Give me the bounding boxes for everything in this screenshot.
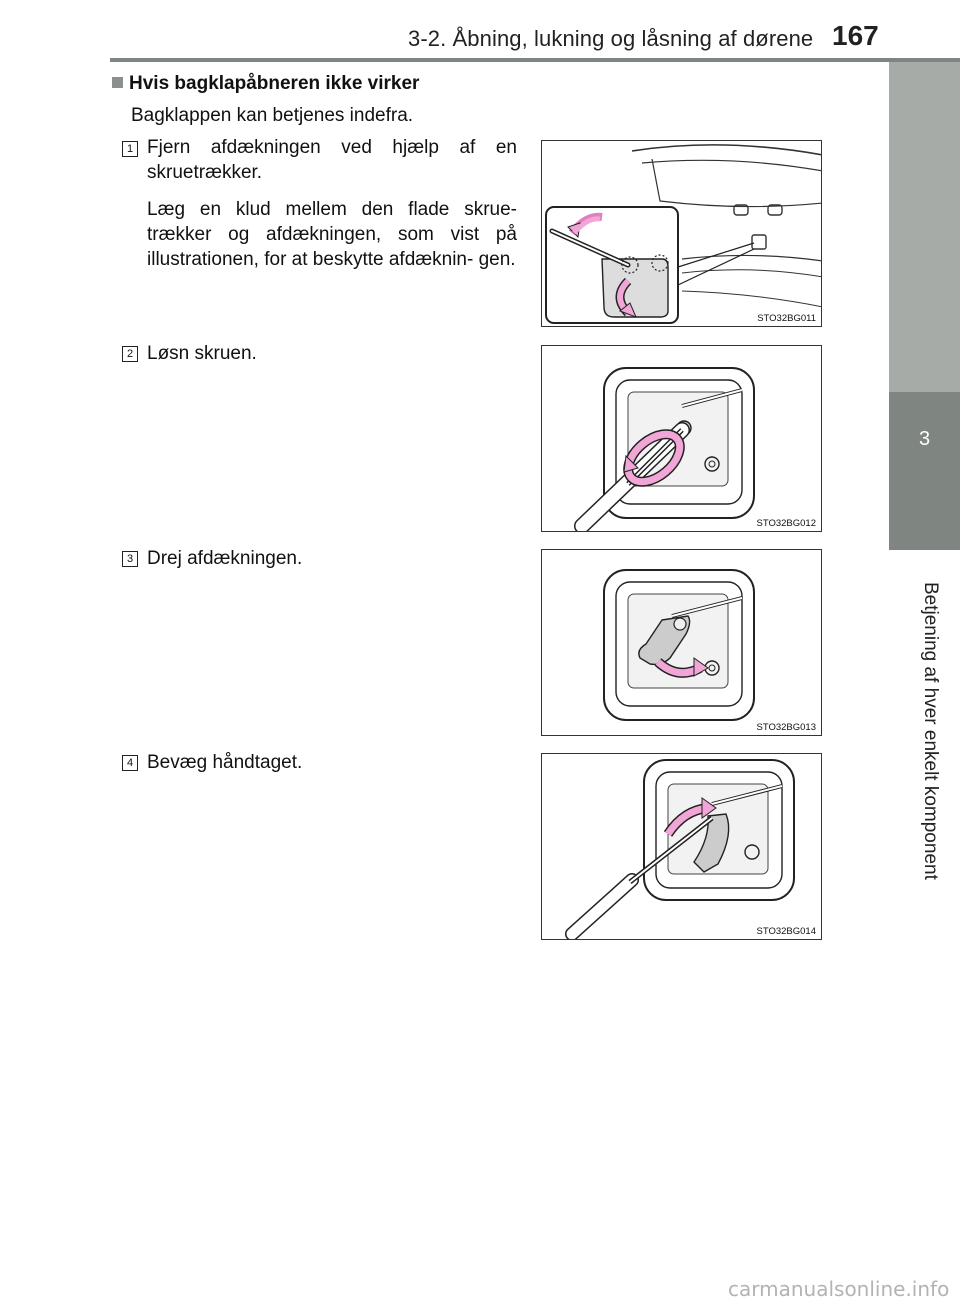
move-lever-illustration [542, 754, 822, 940]
tailgate-cover-illustration [542, 141, 822, 327]
step-2-text [147, 341, 517, 378]
figure-code: STO32BG011 [757, 313, 816, 324]
loosen-screw-illustration [542, 346, 822, 532]
step-1-paragraph-1: Fjern afdækningen ved hjælp af en skruetrækker. [147, 137, 517, 183]
turn-cover-illustration [542, 550, 822, 736]
side-tab-chapter-block [889, 392, 960, 550]
page-header-title: 3-2. Åbning, lukning og låsning af dørene [408, 26, 814, 51]
watermark: carmanualsonline.info [728, 1277, 950, 1301]
figure-step-4 [541, 753, 822, 940]
step-number-4: 4 [122, 755, 138, 771]
figure-step-3 [541, 549, 822, 736]
section-heading-text: Hvis bagklapåbneren ikke virker [129, 73, 420, 94]
step-number-1: 1 [122, 141, 138, 157]
chapter-side-tab [889, 62, 960, 1307]
square-bullet-icon [112, 77, 123, 88]
step-4-paragraph-1: Bevæg håndtaget. [147, 752, 303, 773]
figure-code: STO32BG014 [756, 926, 816, 937]
figure-step-2 [541, 345, 822, 532]
step-3-paragraph-1: Drej afdækningen. [147, 548, 303, 569]
header-rule [110, 58, 960, 62]
side-tab-upper-band [889, 62, 960, 392]
step-2-paragraph-1: Løsn skruen. [147, 343, 257, 364]
step-3-text [147, 546, 517, 583]
figure-step-1 [541, 140, 822, 327]
figure-code: STO32BG013 [756, 722, 816, 733]
step-4-text [147, 750, 517, 787]
step-1-paragraph-2: Læg en klud mellem den flade skrue- trækker og afdækningen, som vist på illustrationen, for at beskytte afdæknin- gen. [147, 199, 517, 270]
chapter-number: 3 [918, 428, 931, 450]
section-intro: Bagklappen kan betjenes indefra. [131, 105, 414, 126]
step-number-2: 2 [122, 346, 138, 362]
chapter-label: Betjening af hver enkelt komponent [920, 582, 941, 880]
page-number: 167 [832, 20, 879, 51]
step-number-3: 3 [122, 551, 138, 567]
section-heading [112, 73, 419, 95]
figure-code: STO32BG012 [756, 518, 816, 529]
step-1-text [147, 135, 517, 284]
